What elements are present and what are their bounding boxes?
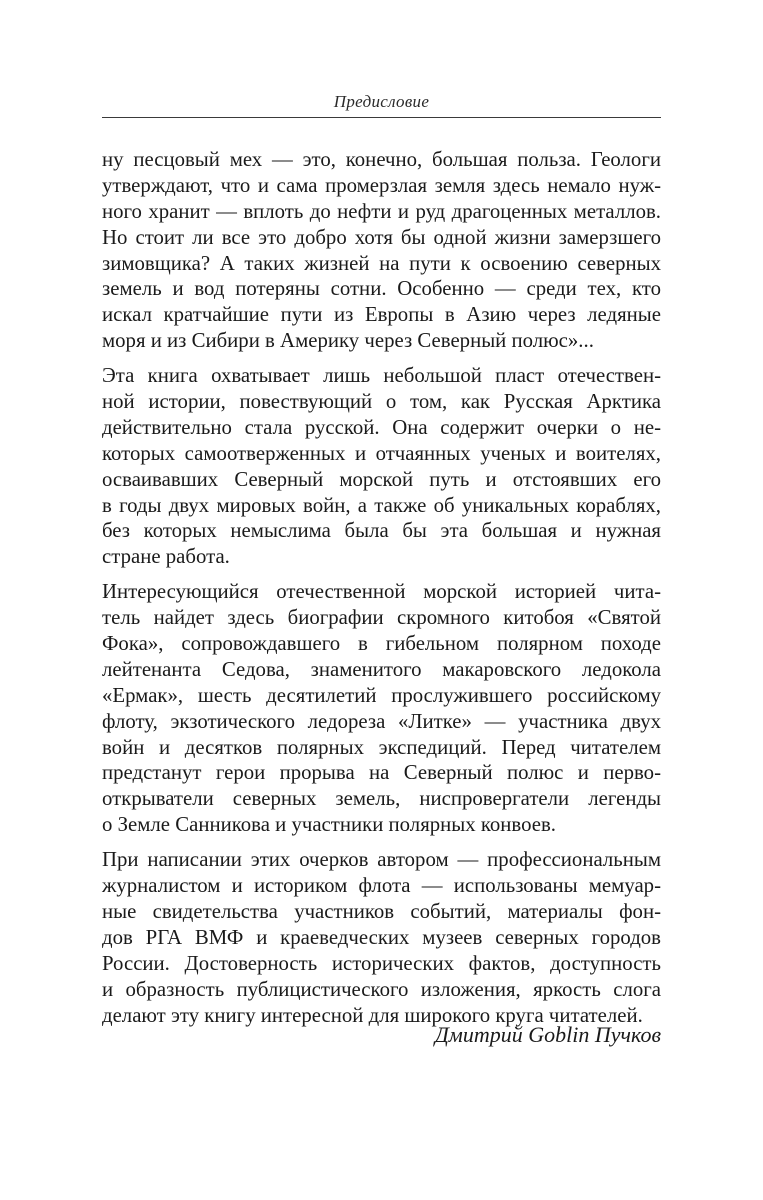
text-line: Фока», сопровождавшего в гибельном полярном походе xyxy=(102,632,661,656)
text-line: России. Достоверность исторических фактов, доступность xyxy=(102,951,661,975)
paragraph xyxy=(102,363,661,570)
text-line: открыватели северных земель, ниспровергатели легенды xyxy=(102,787,661,811)
text-line: предстанут герои прорыва на Северный полюс и перво- xyxy=(102,761,661,785)
text-line: войн и десятков полярных экспедиций. Перед читателем xyxy=(102,735,661,759)
text-line: моря и из Сибири в Америку через Северный полюс»... xyxy=(102,329,594,353)
text-line: ные свидетельства участников событий, материалы фон- xyxy=(102,899,661,923)
paragraph xyxy=(102,847,661,1028)
text-line: земель и вод потеряны сотни. Особенно — среди тех, кто xyxy=(102,277,661,301)
text-line: делают эту книгу интересной для широкого круга читателей. xyxy=(102,1003,643,1027)
text-line: Интересующийся отечественной морской историей чита- xyxy=(102,580,661,604)
text-line: лейтенанта Седова, знаменитого макаровского ледокола xyxy=(102,657,661,681)
text-line: зимовщика? А таких жизней на пути к освоению северных xyxy=(102,251,661,275)
text-line: искал кратчайшие пути из Европы в Азию через ледяные xyxy=(102,303,661,327)
body-text xyxy=(102,147,661,1028)
author-signature: Дмитрий Goblin Пучков xyxy=(434,1022,661,1047)
text-line: утверждают, что и сама промерзлая земля здесь немало нуж- xyxy=(102,173,661,197)
text-line: которых самоотверженных и отчаянных ученых и воителях, xyxy=(102,441,661,465)
paragraph-gap xyxy=(102,354,661,363)
text-line: Но стоит ли все это добро хотя бы одной жизни замерзшего xyxy=(102,225,661,249)
text-line: и образность публицистического изложения, яркость слога xyxy=(102,977,661,1001)
text-line: стране работа. xyxy=(102,545,230,569)
paragraph xyxy=(102,579,661,838)
text-line: «Ермак», шесть десятилетий прослужившего российскому xyxy=(102,683,661,707)
paragraph xyxy=(102,147,661,354)
paragraph-gap xyxy=(102,570,661,579)
text-line: дов РГА ВМФ и краеведческих музеев северных городов xyxy=(102,925,661,949)
text-line: ну песцовый мех — это, конечно, большая польза. Геологи xyxy=(102,148,661,171)
paragraph-gap xyxy=(102,838,661,847)
text-line: ного хранит — вплоть до нефти и руд драгоценных металлов. xyxy=(102,199,661,223)
text-line: о Земле Санникова и участники полярных конвоев. xyxy=(102,813,557,837)
running-title: Предисловие xyxy=(333,92,430,111)
text-line: осваивавших Северный морской путь и отстоявших его xyxy=(102,467,661,491)
text-line: Эта книга охватывает лишь небольшой пласт отечествен- xyxy=(102,364,661,388)
text-line: без которых немыслима была бы эта большая и нужная xyxy=(102,519,661,543)
text-line: При написании этих очерков автором — профессиональным xyxy=(102,848,661,872)
header-rule xyxy=(102,117,661,118)
text-line: флоту, экзотического ледореза «Литке» — участника двух xyxy=(102,709,661,733)
text-line: действительно стала русской. Она содержит очерки о не- xyxy=(102,415,661,439)
text-line: тель найдет здесь биографии скромного китобоя «Святой xyxy=(102,606,661,630)
text-line: ной истории, повествующий о том, как Русская Арктика xyxy=(102,390,661,414)
text-line: журналистом и историком флота — использованы мемуар- xyxy=(102,874,661,898)
text-line: в годы двух мировых войн, а также об уникальных кораблях, xyxy=(102,493,661,517)
